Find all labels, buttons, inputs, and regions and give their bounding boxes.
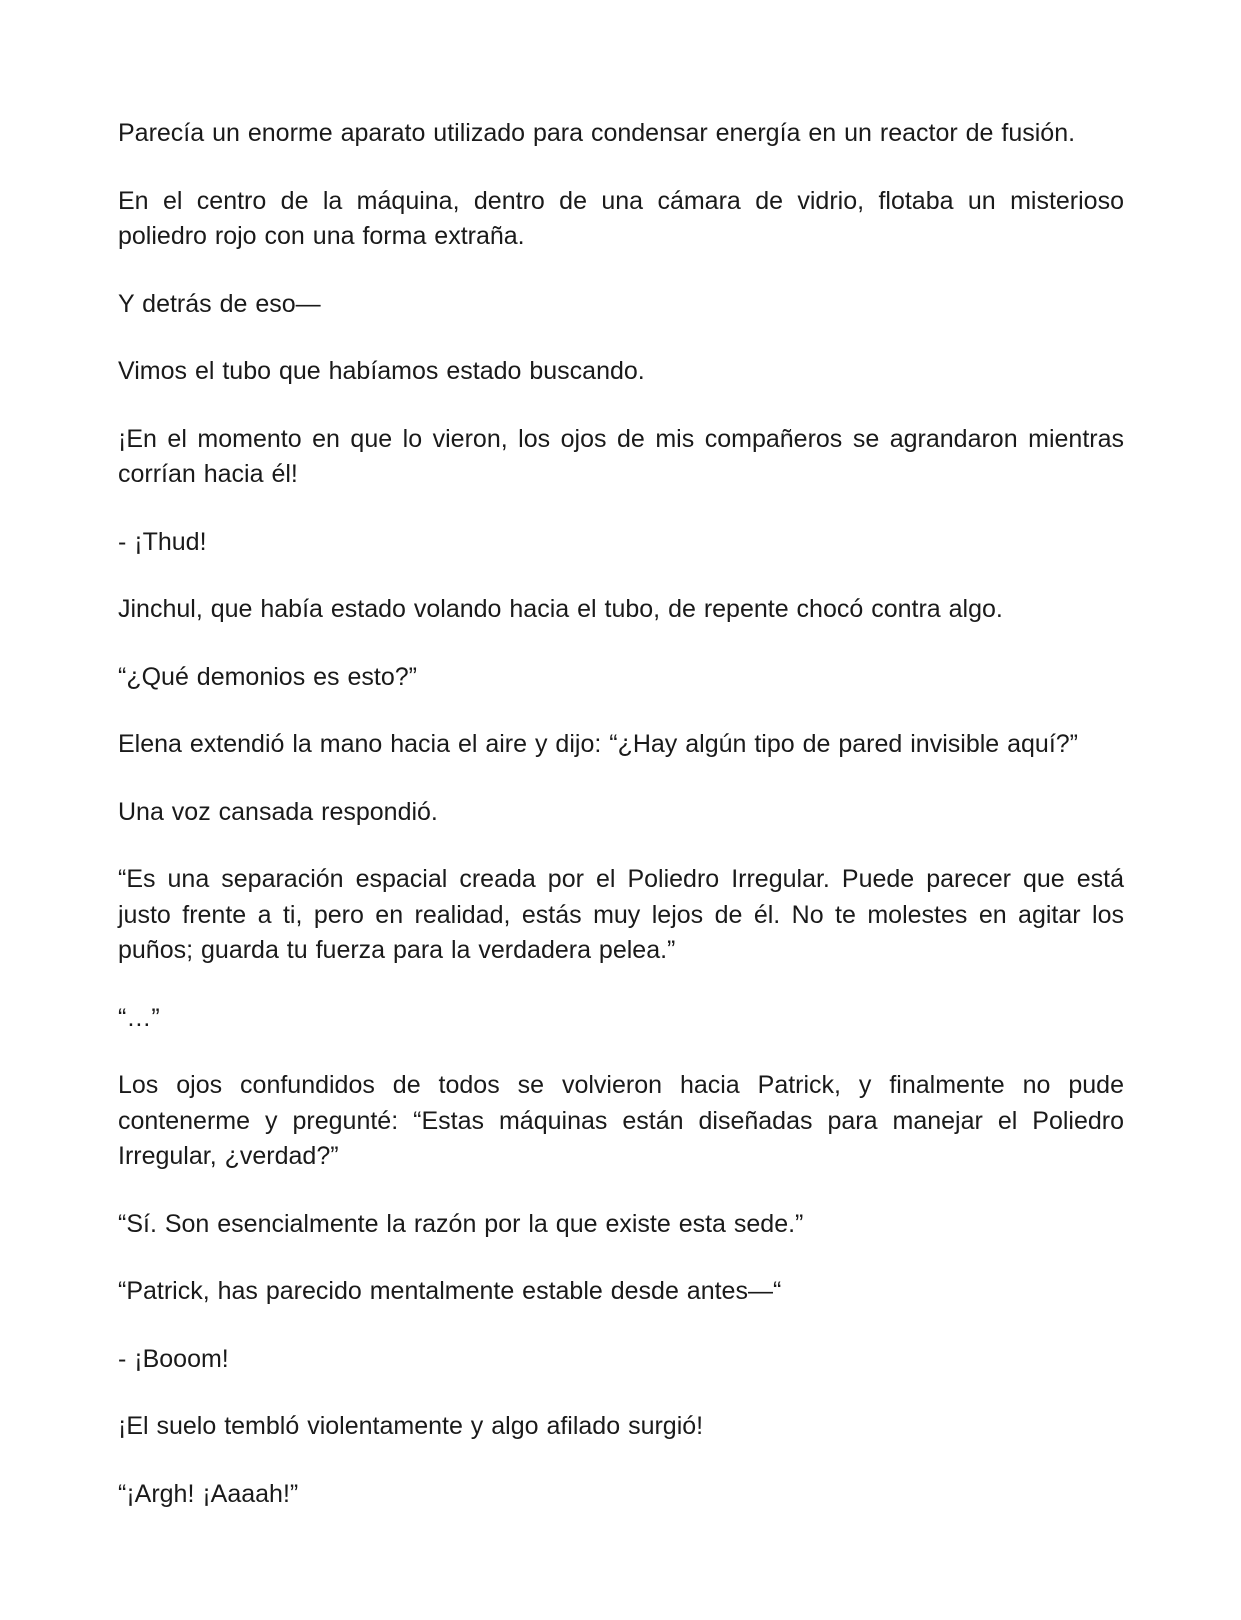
paragraph: Elena extendió la mano hacia el aire y dijo: “¿Hay algún tipo de pared invisible aquí?” [118, 730, 1079, 758]
paragraph: Y detrás de eso— [118, 289, 321, 318]
paragraph: Los ojos confundidos de todos se volvieron hacia Patrick, y finalmente no pude contenerme y pregunté: “Estas máquinas están diseñadas para manejar el Poliedro Irregular, ¿verdad?” [118, 1071, 1124, 1170]
paragraph: - ¡Booom! [118, 1344, 229, 1373]
paragraph: Una voz cansada respondió. [118, 797, 438, 826]
document-page [118, 116, 1124, 1544]
paragraph: Vimos el tubo que habíamos estado buscando. [118, 357, 645, 385]
paragraph: - ¡Thud! [118, 527, 207, 556]
paragraph: “¿Qué demonios es esto?” [118, 662, 417, 691]
paragraph: Jinchul, que había estado volando hacia el tubo, de repente chocó contra algo. [118, 595, 1003, 623]
paragraph: “Es una separación espacial creada por el Poliedro Irregular. Puede parecer que está justo frente a ti, pero en realidad, estás muy lejos de él. No te molestes en agitar los puños; guarda tu fuerza para la verdadera pelea.” [118, 865, 1124, 964]
paragraph: ¡En el momento en que lo vieron, los ojos de mis compañeros se agrandaron mientras corrían hacia él! [118, 424, 1124, 488]
paragraph: Parecía un enorme aparato utilizado para condensar energía en un reactor de fusión. [118, 119, 1076, 147]
paragraph: “¡Argh! ¡Aaaah!” [118, 1479, 299, 1508]
paragraph: “Sí. Son esencialmente la razón por la que existe esta sede.” [118, 1209, 804, 1238]
paragraph: ¡El suelo tembló violentamente y algo afilado surgió! [118, 1412, 704, 1440]
paragraph: En el centro de la máquina, dentro de una cámara de vidrio, flotaba un misterioso poliedro rojo con una forma extraña. [118, 186, 1124, 250]
paragraph: “Patrick, has parecido mentalmente estable desde antes—“ [118, 1277, 782, 1305]
paragraph: “…” [118, 1003, 160, 1032]
